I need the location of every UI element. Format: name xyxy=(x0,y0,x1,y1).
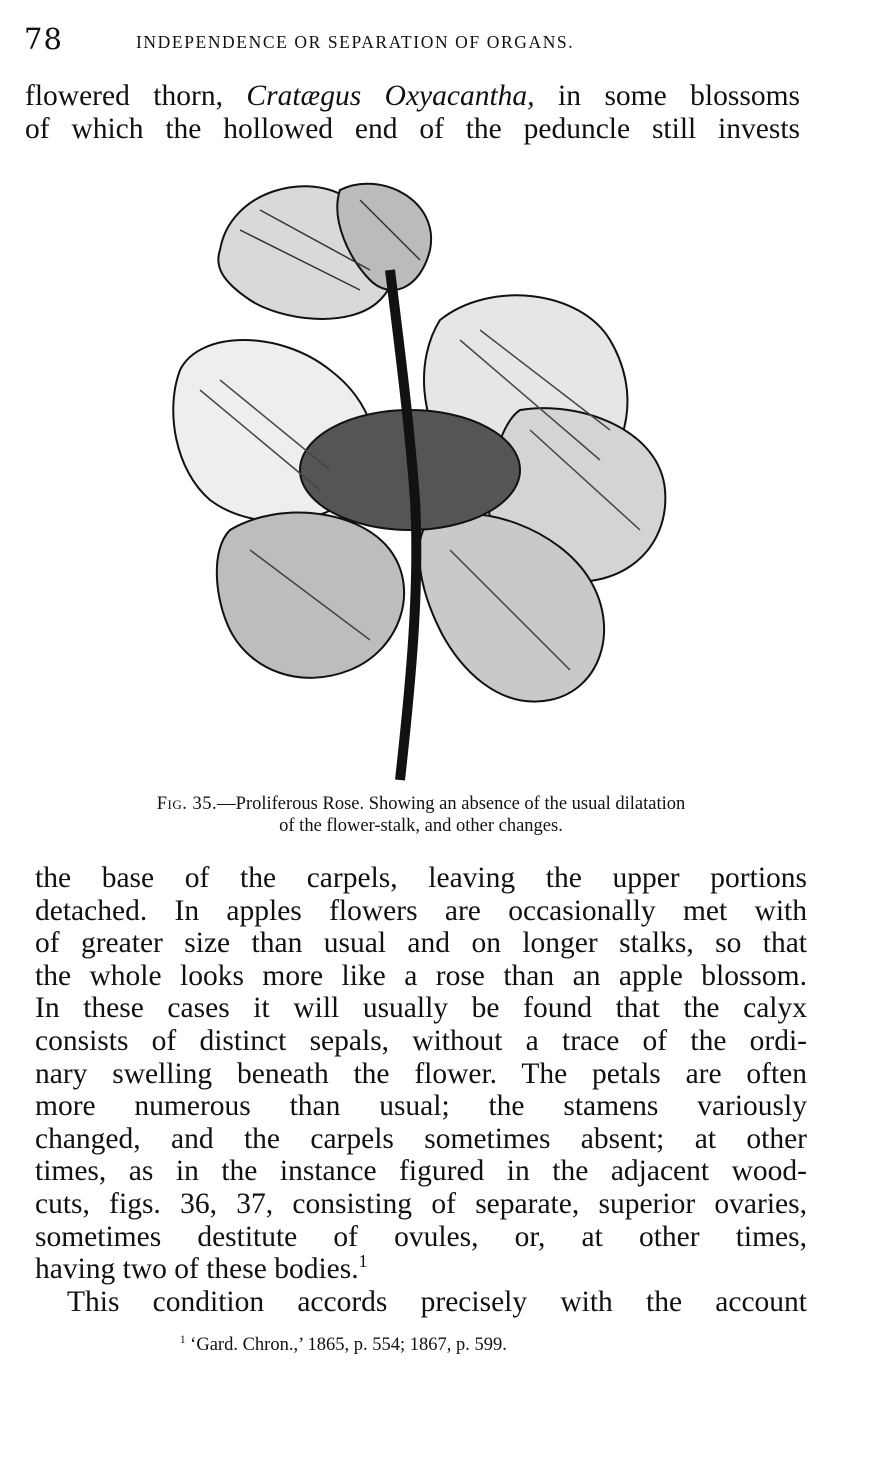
caption-line: of the flower-stalk, and other changes. xyxy=(279,816,563,836)
text-line: the base of the carpels, leaving the upper portions xyxy=(35,862,807,894)
text-line: detached. In apples flowers are occasionally met with xyxy=(35,894,807,927)
text-line: sometimes destitute of ovules, or, at other times, xyxy=(35,1220,807,1253)
body-paragraph xyxy=(35,862,807,1318)
caption-line: Fig. 35.—Proliferous Rose. Showing an absence of the usual dilatation xyxy=(156,794,686,814)
text-line: more numerous than usual; the stamens variously xyxy=(35,1090,807,1123)
figure-label: Fig. 35. xyxy=(156,794,218,814)
footnote xyxy=(180,1335,780,1356)
text-line: This condition accords precisely with the account xyxy=(67,1285,807,1318)
text-line: times, as in the instance figured in the adjacent wood- xyxy=(35,1155,807,1188)
figure-caption xyxy=(35,793,807,837)
text-line: flowered thorn, Cratægus Oxyacantha, in some blossoms xyxy=(25,80,801,112)
footnote-text: ‘Gard. Chron.,’ 1865, p. 554; 1867, p. 599. xyxy=(190,1335,507,1355)
text-line: consists of distinct sepals, without a trace of the ordi- xyxy=(35,1024,807,1057)
footnote-mark: 1 xyxy=(180,1333,186,1346)
text-line: nary swelling beneath the flower. The petals are often xyxy=(35,1057,807,1090)
text-line: changed, and the carpels sometimes absent; at other xyxy=(35,1122,807,1155)
text-line: the whole looks more like a rose than an apple blossom. xyxy=(35,959,807,992)
page-header xyxy=(24,22,824,58)
page-number: 78 xyxy=(24,22,63,56)
text-line: having two of these bodies.$^1$ xyxy=(35,1251,368,1286)
top-paragraph xyxy=(25,80,800,145)
text-line: In these cases it will usually be found that the calyx xyxy=(35,992,807,1025)
rose-illustration xyxy=(160,170,680,785)
text-line: of greater size than usual and on longer stalks, so that xyxy=(35,927,807,960)
running-head: INDEPENDENCE OR SEPARATION OF ORGANS. xyxy=(136,32,575,52)
text-line: cuts, figs. 36, 37, consisting of separate, superior ovaries, xyxy=(35,1187,807,1220)
text-line: of which the hollowed end of the peduncle still invests xyxy=(25,112,800,145)
footnote-ref: 1 xyxy=(358,1251,368,1272)
species-name: Cratægus Oxyacantha, xyxy=(246,80,535,112)
